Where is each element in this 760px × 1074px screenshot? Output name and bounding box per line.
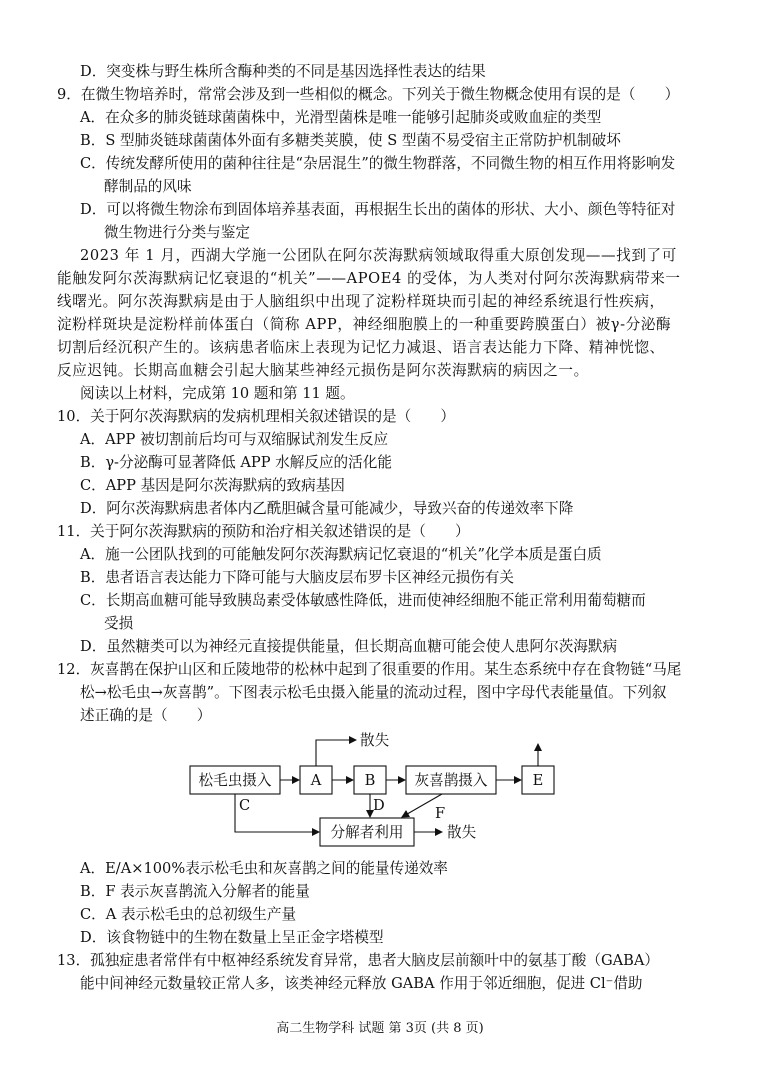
- q11-option-a: A．施一公团队找到的可能触发阿尔茨海默病记忆衰退的“机关”化学本质是蛋白质: [80, 546, 602, 563]
- passage-line: 2023 年 1 月，西湖大学施一公团队在阿尔茨海默病领域取得重大原创发现——找到了可: [80, 247, 677, 264]
- label-c: C: [239, 797, 251, 814]
- question-12-stem: 12．灰喜鹊在保护山区和丘陵地带的松林中起到了很重要的作用。某生态系统中存在食物链“马尾: [57, 661, 682, 678]
- question-13-stem-cont: 能中间神经元数量较正常人多，该类神经元释放 GABA 作用于邻近细胞，促进 Cl⁻借助: [80, 975, 643, 992]
- passage-line: 淀粉样斑块是淀粉样前体蛋白（简称 APP，神经细胞膜上的一种重要跨膜蛋白）被γ-分泌酶: [57, 316, 672, 333]
- question-12-stem-cont: 述正确的是（ ）: [80, 707, 212, 724]
- passage-line: 切割后经沉积产生的。该病患者临床上表现为记忆力减退、语言表达能力下降、精神恍惚、: [57, 339, 665, 356]
- q12-option-b: B．F 表示灰喜鹊流入分解者的能量: [80, 883, 310, 900]
- energy-flow-diagram: [180, 726, 600, 850]
- q9-option-b: B．S 型肺炎链球菌菌体外面有多糖类荚膜，使 S 型菌不易受宿主正常防护机制破坏: [80, 132, 621, 149]
- label-e: E: [532, 772, 544, 789]
- q9-option-d: D．可以将微生物涂布到固体培养基表面，再根据生长出的菌体的形状、大小、颜色等特征对: [80, 201, 676, 218]
- passage-instruction: 阅读以上材料，完成第 10 题和第 11 题。: [80, 385, 355, 402]
- label-a: A: [310, 772, 322, 789]
- q12-option-c: C．A 表示松毛虫的总初级生产量: [80, 906, 297, 923]
- label-songmaochong-intake: 松毛虫摄入: [198, 772, 272, 789]
- q10-option-a: A．APP 被切割前后均可与双缩脲试剂发生反应: [80, 431, 389, 448]
- question-9-stem: 9．在微生物培养时，常常会涉及到一些相似的概念。下列关于微生物概念使用有误的是（ ）: [57, 86, 680, 103]
- q11-option-d: D．虽然糖类可以为神经元直接提供能量，但长期高血糖可能会使人患阿尔茨海默病: [80, 638, 618, 655]
- question-10-stem: 10．关于阿尔茨海默病的发病机理相关叙述错误的是（ ）: [57, 408, 456, 425]
- q12-option-d: D．该食物链中的生物在数量上呈正金字塔模型: [80, 929, 384, 946]
- label-b: B: [364, 772, 376, 789]
- label-decomposer: 分解者利用: [330, 824, 404, 841]
- q12-option-a: A．E/A×100%表示松毛虫和灰喜鹊之间的能量传递效率: [80, 860, 448, 877]
- q9-option-c: C．传统发酵所使用的菌种往往是“杂居混生”的微生物群落，不同微生物的相互作用将影响发: [80, 155, 676, 172]
- question-11-stem: 11．关于阿尔茨海默病的预防和治疗相关叙述错误的是（ ）: [57, 523, 470, 540]
- q11-option-c-cont: 受损: [104, 615, 134, 632]
- page-footer: 高二生物学科 试题 第 3页 (共 8 页): [276, 1021, 484, 1036]
- q10-option-c: C．APP 基因是阿尔茨海默病的致病基因: [80, 477, 345, 494]
- label-sanshi-right: 散失: [447, 824, 477, 841]
- q9-option-d-cont: 微生物进行分类与鉴定: [104, 224, 250, 241]
- label-huixique-intake: 灰喜鹊摄入: [414, 772, 488, 789]
- passage-line: 线曙光。阿尔茨海默病是由于人脑组织中出现了淀粉样斑块而引起的神经系统退行性疾病，: [57, 293, 665, 310]
- passage-line: 反应迟钝。长期高血糖会引起大脑某些神经元损伤是阿尔茨海默病的病因之一。: [57, 362, 589, 379]
- q9-option-a: A．在众多的肺炎链球菌菌株中，光滑型菌株是唯一能够引起肺炎或败血症的类型: [80, 109, 602, 126]
- q8-option-d: D．突变株与野生株所含酶种类的不同是基因选择性表达的结果: [80, 63, 486, 80]
- label-sanshi-top: 散失: [360, 732, 390, 749]
- question-13-stem: 13．孤独症患者常伴有中枢神经系统发育异常，患者大脑皮层前额叶中的氨基丁酸（GABA）: [57, 952, 660, 969]
- q11-option-c: C．长期高血糖可能导致胰岛素受体敏感性降低，进而使神经细胞不能正常利用葡萄糖而: [80, 592, 646, 609]
- q10-option-b: B．γ-分泌酶可显著降低 APP 水解反应的活化能: [80, 454, 392, 471]
- label-d: D: [373, 797, 385, 814]
- passage-line: 能触发阿尔茨海默病记忆衰退的“机关”——APOE4 的受体，为人类对付阿尔茨海默病带来一: [57, 270, 681, 287]
- q11-option-b: B．患者语言表达能力下降可能与大脑皮层布罗卡区神经元损伤有关: [80, 569, 514, 586]
- question-12-stem-cont: 松→松毛虫→灰喜鹊”。下图表示松毛虫摄入能量的流动过程，图中字母代表能量值。下列叙: [80, 684, 667, 701]
- q9-option-c-cont: 酵制品的风味: [104, 178, 192, 195]
- label-f: F: [435, 805, 446, 822]
- q10-option-d: D．阿尔茨海默病患者体内乙酰胆碱含量可能减少，导致兴奋的传递效率下降: [80, 500, 574, 517]
